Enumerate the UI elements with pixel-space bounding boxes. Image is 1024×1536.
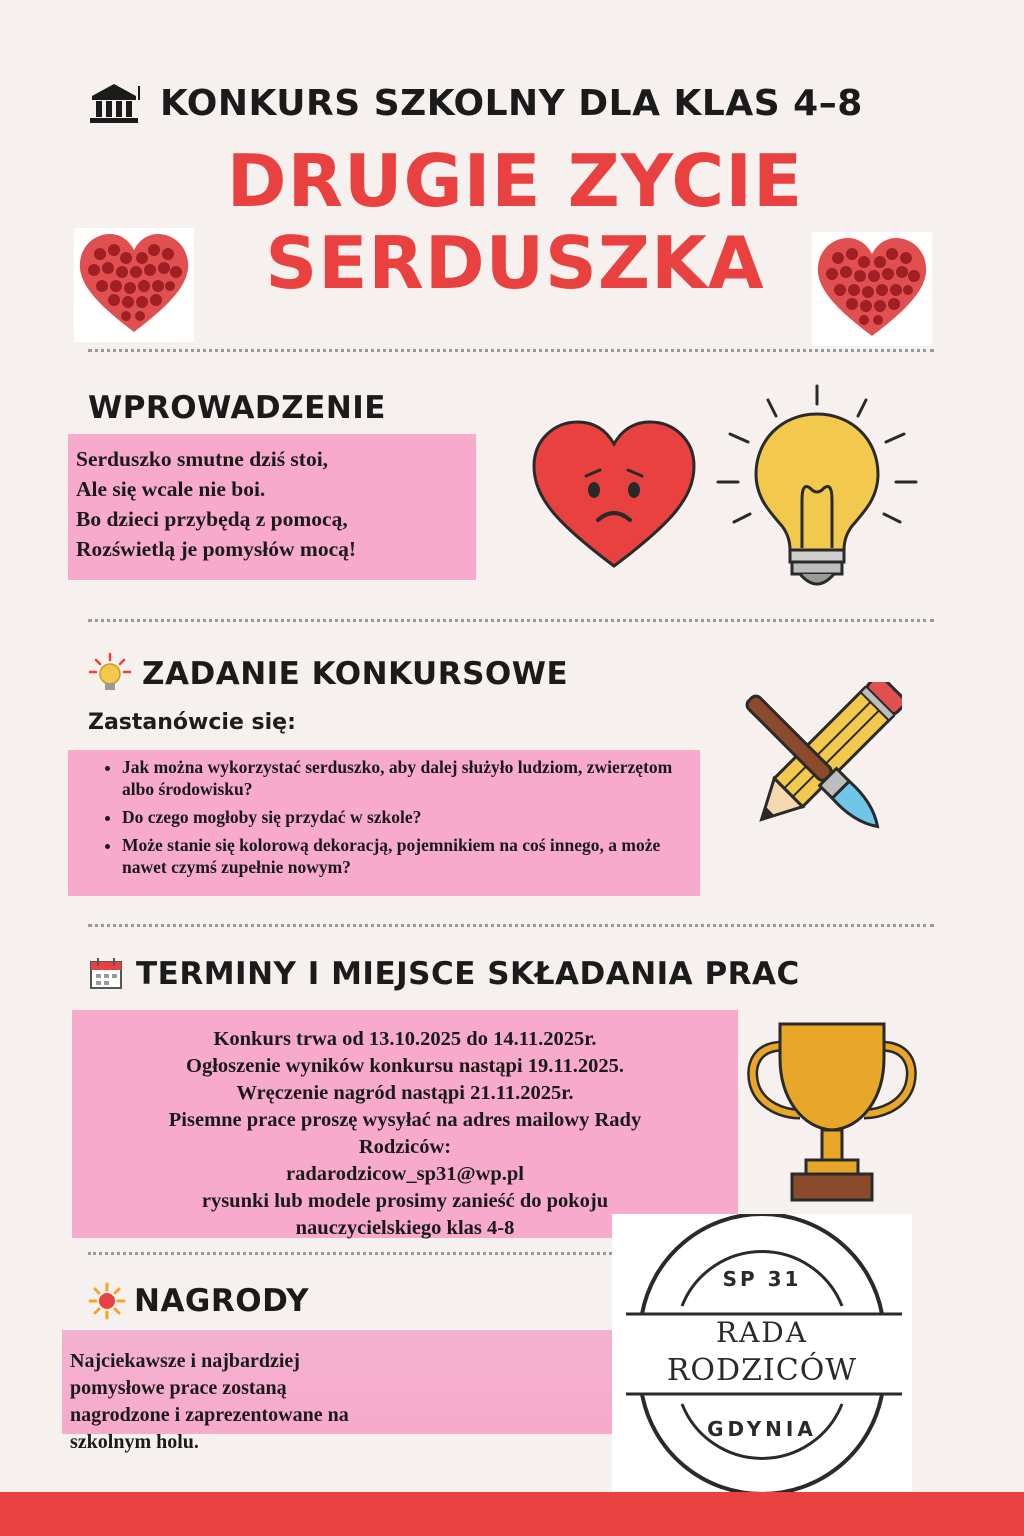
list-item: • Może stanie się kolorową dekoracją, pojemnikiem na coś innego, a może nawet czymś zupełnie nowym? [122,834,690,878]
stamp-graphic [612,1214,912,1494]
dates-heading: TERMINY I MIEJSCE SKŁADANIA PRAC [136,956,800,992]
section-divider [88,924,934,927]
dates-heading-row [88,956,800,992]
intro-line: Rozświetlą je pomysłów mocą! [76,537,357,561]
intro-line: Bo dzieci przybędą z pomocą, [76,507,348,531]
intro-heading: WPROWADZENIE [88,390,386,426]
prizes-line: Najciekawsze i najbardziej [70,1350,300,1372]
header-subtitle: KONKURS SZKOLNY DLA KLAS 4–8 [160,82,863,124]
dates-line: Pisemne prace proszę wysyłać na adres mailowy Rady [168,1109,642,1131]
school-stamp [612,1214,912,1494]
dates-line: Konkurs trwa od 13.10.2025 do 14.11.2025r. [213,1028,597,1050]
prizes-heading: NAGRODY [134,1283,310,1319]
stamp-top-text: SP 31 [722,1267,802,1291]
sun-icon [88,1282,126,1320]
section-divider [88,1252,618,1255]
stamp-middle-text-1: RADA [716,1316,808,1349]
main-title-line-2: SERDUSZKA [265,221,765,305]
school-building-icon [88,80,144,126]
dates-line: nauczycielskiego klas 4-8 [295,1217,515,1239]
dates-line: rysunki lub modele prosimy zanieść do pokoju [201,1190,609,1212]
prizes-line: pomysłowe prace zostaną [70,1377,287,1399]
prizes-text [70,1348,430,1456]
stamp-middle-text-2: RODZICÓW [666,1353,858,1388]
dates-line: Ogłoszenie wyników konkursu nastąpi 19.11.2025. [186,1055,624,1077]
light-bulb-icon [712,382,922,602]
dates-line: Rodziców: [358,1136,452,1158]
list-item: • Jak można wykorzystać serduszko, aby dalej służyło ludziom, zwierzętom albo środowisku? [122,756,690,800]
dates-line: Wręczenie nagród nastąpi 21.11.2025r. [236,1082,574,1104]
intro-poem-box [68,434,476,580]
dates-info-box [72,1010,738,1238]
prizes-heading-row [88,1282,309,1320]
task-subheading: Zastanówcie się: [88,710,296,735]
heart-dots-icon-right [812,232,932,346]
sad-heart-icon [528,416,700,574]
calendar-icon [88,956,124,992]
section-divider [88,619,934,622]
intro-line: Serduszko smutne dziś stoi, [76,447,329,471]
stamp-bottom-text: GDYNIA [707,1417,817,1441]
task-heading-row [88,652,568,696]
email-address: radarodzicow_sp31@wp.pl [286,1163,524,1185]
task-heading: ZADANIE KONKURSOWE [142,656,569,692]
header-subtitle-row [88,78,928,128]
main-title-line-1: DRUGIE ZYCIE [226,139,804,223]
heart-dots-icon-left [74,228,194,342]
bottom-bar [0,1492,1024,1536]
task-list-box [68,750,700,896]
list-item: • Do czego mogłoby się przydać w szkole? [122,806,690,828]
prizes-line: szkolnym holu. [70,1431,199,1453]
pencil-brush-icon [730,682,902,848]
main-title [150,140,880,304]
prizes-line: nagrodzone i zaprezentowane na [70,1404,349,1426]
trophy-icon [744,1018,920,1208]
section-divider [88,349,934,352]
intro-line: Ale się wcale nie boi. [76,477,266,501]
task-list [98,756,690,878]
small-bulb-icon [88,652,132,696]
